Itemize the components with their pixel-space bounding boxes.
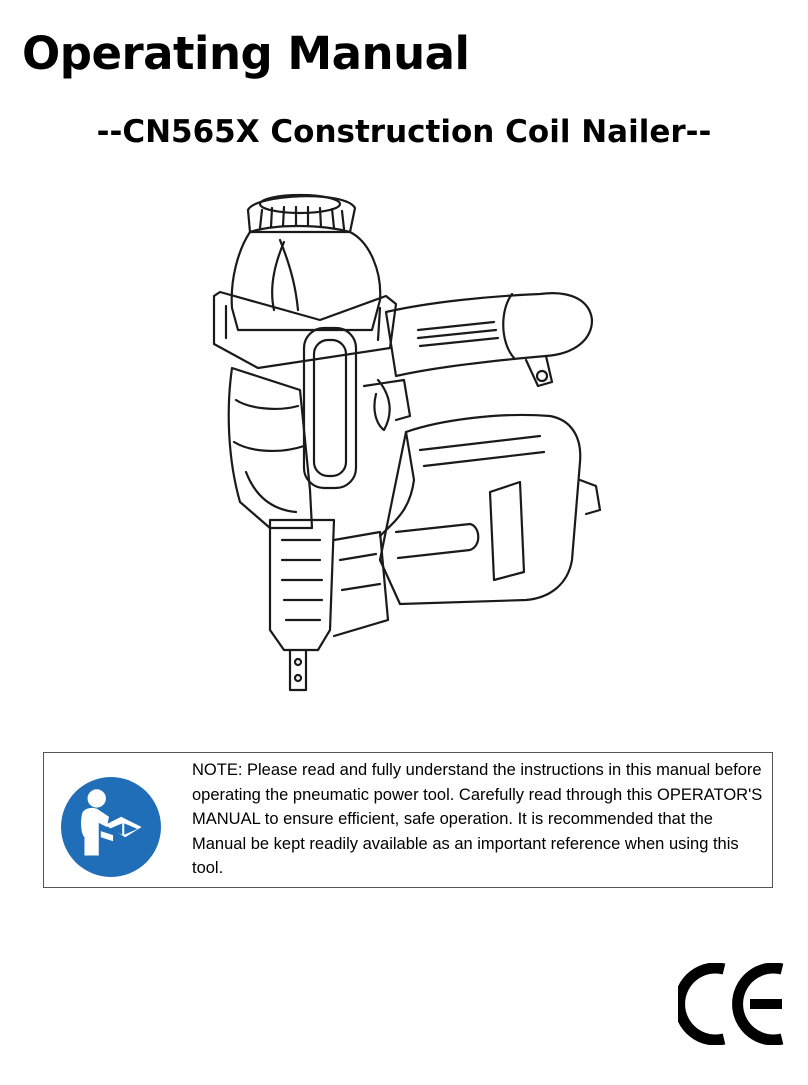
coil-nailer-illustration [200, 180, 630, 700]
safety-note-text: NOTE: Please read and fully understand the instructions in this manual before operating the pneumatic power tool. Carefully read through this OPERATOR'S MANUAL to ensure efficient, safe operation. It is recommended that the Manual be kept readily available as an important reference when using this tool. [192, 761, 763, 877]
ce-mark [678, 963, 790, 1045]
page-title: Operating Manual [22, 27, 470, 80]
safety-note-box [43, 752, 773, 888]
product-subtitle: --CN565X Construction Coil Nailer-- [96, 114, 712, 150]
read-manual-icon [60, 776, 162, 878]
